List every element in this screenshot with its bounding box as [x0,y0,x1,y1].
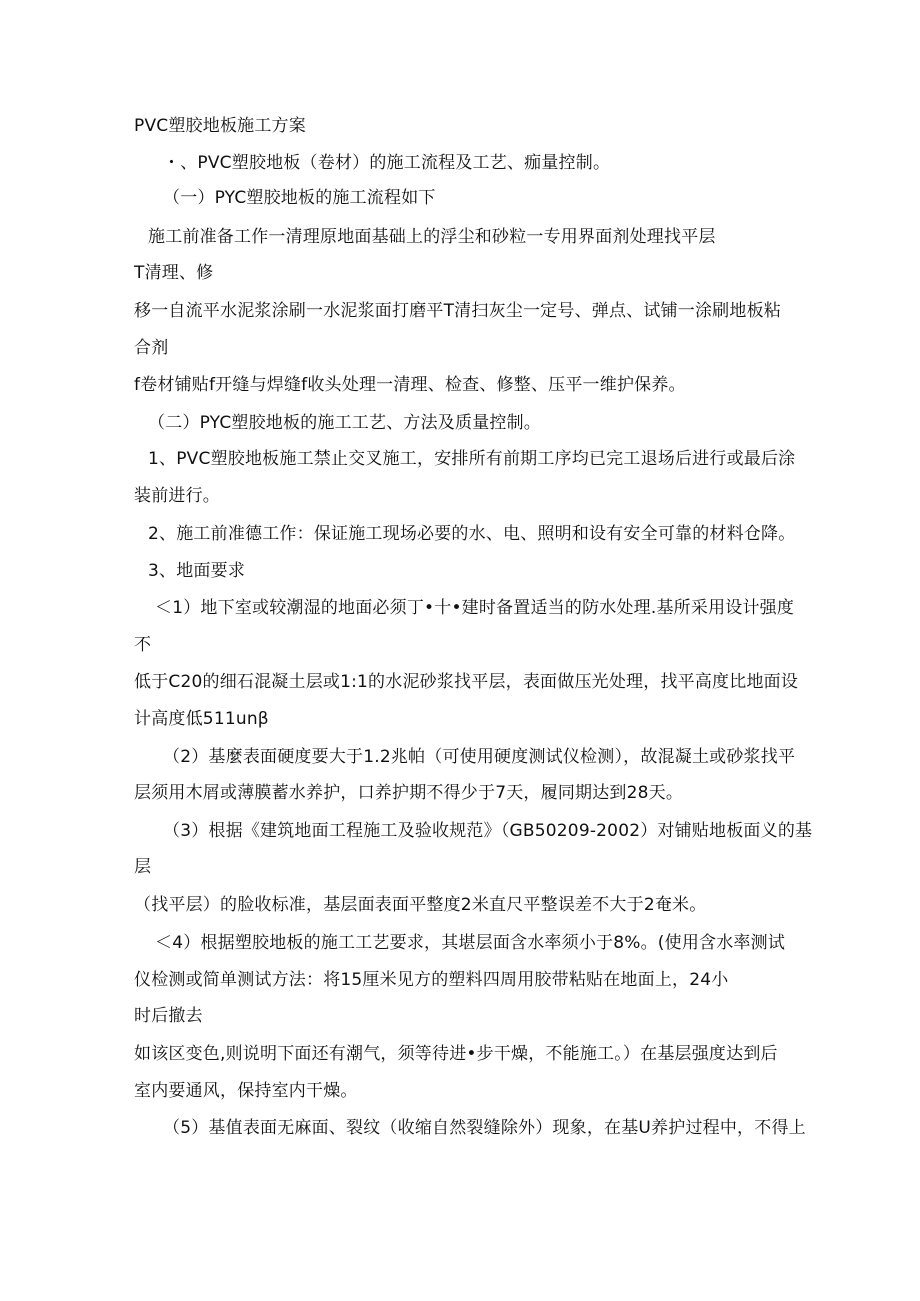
document-title: PVC塑胶地板施工方案 [134,116,306,136]
subsection-heading: （一）PYC塑胶地板的施工流程如下 [163,188,436,208]
paragraph-line: 低于C20的细石混凝土层或1:1的水泥砂浆找平层，表面做压光处理，找平高度比地面设 [134,672,799,692]
paragraph-line: 仪检测或简单测试方法：将15厘米见方的塑料四周用胶带粘贴在地面上，24小 [134,970,729,990]
section-heading: ・、PVC塑胶地板（卷材）的施工流程及工艺、痂量控制。 [163,153,611,173]
paragraph-line: 2、施工前准德工作：保证施工现场必要的水、电、照明和设有安全可靠的材料仓降。 [148,524,796,544]
paragraph-line: 层 [134,857,152,877]
paragraph-line: 合剂 [134,338,169,358]
paragraph-line: f卷材铺贴f开缝与焊缝f收头处理一清理、检查、修整、压平一维护保养。 [134,375,686,395]
paragraph-line: 施工前准备工作一清理原地面基础上的浮尘和砂粒一专用界面剂处理找平层 [148,227,716,247]
paragraph-line: 室内要通风，保持室内干燥。 [134,1081,358,1101]
paragraph-line: 层须用木屑或薄膜蓄水养护，口养护期不得少于7天，履同期达到28天。 [134,783,684,803]
paragraph-line: （2）基麼表面硬度要大于1.2兆帕（可使用硬度测试仪检测），故混凝土或砂浆找平 [163,747,796,767]
paragraph-line: （3）根据《建筑地面工程施工及验收规范》（GB50209-2002）对铺贴地板面义的基 [163,821,813,841]
paragraph-line: 不 [134,635,152,655]
paragraph-line: （5）基值表面无麻面、裂纹（收缩自然裂缝除外）现象，在基U养护过程中，不得上 [163,1118,806,1138]
paragraph-line: 如该区变色,则说明下面还有潮气，须等待进•步干燥，不能施工。）在基层强度达到后 [134,1044,778,1064]
paragraph-line: ＜4）根据塑胶地板的施工工艺要求，其堪层面含水率须小于8%。(使用含水率测试 [155,933,786,953]
paragraph-line: （找平层）的脸收标准，基层面表面平整度2米直尺平整误差不大于2奄米。 [134,895,707,915]
paragraph-line: 1、PVC塑胶地板施工禁止交叉施工，安排所有前期工序均已完工退场后进行或最后涂 [148,449,796,469]
paragraph-line: 时后撤去 [134,1006,203,1026]
paragraph-line: 装前进行。 [134,486,220,506]
paragraph-line: T清理、修 [134,263,214,283]
paragraph-line: 3、地面要求 [148,561,246,581]
paragraph-line: 计高度低511unβ [134,709,269,729]
paragraph-line: ＜1）地下室或较潮湿的地面必须丁•十•建时备置适当的防水处理.基所采用设计强度 [155,598,795,618]
paragraph-line: 移一自流平水泥浆涂刷一水泥浆面打磨平T清扫灰尘一定号、弹点、试铺一涂刷地板粘 [134,301,781,321]
subsection-heading: （二）PYC塑胶地板的施工工艺、方法及质量控制。 [148,413,542,433]
